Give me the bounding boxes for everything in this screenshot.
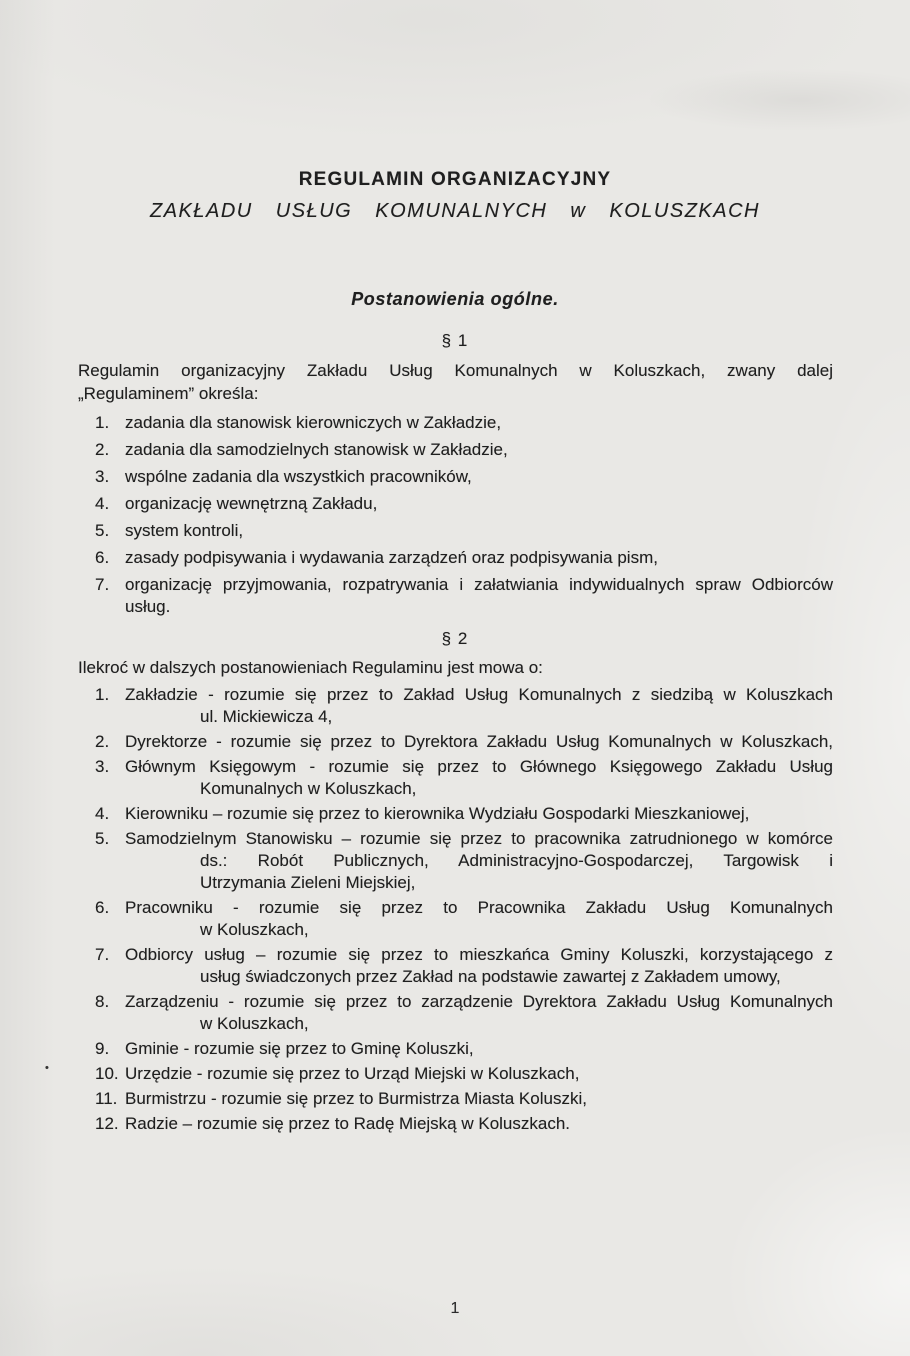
item-number: 9. [95, 1039, 110, 1058]
item-number: 2. [95, 440, 110, 459]
text-line: Burmistrzu - rozumie się przez to Burmistrza Miasta Koluszki, [125, 1089, 587, 1108]
item-number: 12. [95, 1114, 119, 1133]
text-line: w Koluszkach, [200, 920, 309, 939]
list-item [95, 520, 833, 542]
item-number: 3. [95, 757, 110, 776]
text-line: Odbiorcy usług – rozumie się przez to mieszkańca Gminy Koluszki, korzystającego z [125, 945, 833, 964]
paragraph-1-mark: § 1 [441, 331, 469, 350]
paragraph-2-intro [78, 656, 833, 679]
list-item [95, 1113, 833, 1135]
item-number: 6. [95, 898, 110, 917]
text-line: Samodzielnym Stanowisku – rozumie się przez to pracownika zatrudnionego w komórce [125, 829, 833, 848]
list-item [95, 547, 833, 569]
list-item [95, 439, 833, 461]
item-number: 5. [95, 829, 110, 848]
paragraph-2-list [95, 684, 833, 1138]
list-item [95, 731, 833, 753]
item-number: 11. [95, 1089, 118, 1108]
paragraph-2-mark: § 2 [441, 629, 469, 648]
text-line: Komunalnych w Koluszkach, [200, 779, 417, 798]
item-number: 3. [95, 467, 110, 486]
list-item [95, 828, 833, 894]
document-subtitle: ZAKŁADU USŁUG KOMUNALNYCH w KOLUSZKACH [150, 200, 760, 222]
item-number: 4. [95, 494, 110, 513]
list-item [95, 493, 833, 515]
page-number: 1 [450, 1300, 460, 1317]
text-line: wspólne zadania dla wszystkich pracowników, [125, 467, 472, 486]
text-line: Zakładzie - rozumie się przez to Zakład Usług Komunalnych z siedzibą w Koluszkach [125, 685, 833, 704]
document-title: REGULAMIN ORGANIZACYJNY [298, 169, 612, 190]
item-number: 4. [95, 804, 110, 823]
text-line: organizację przyjmowania, rozpatrywania i załatwiania indywidualnych spraw Odbiorców [125, 575, 833, 594]
text-line: Dyrektorze - rozumie się przez to Dyrektora Zakładu Usług Komunalnych w Koluszkach, [125, 732, 833, 751]
list-item [95, 1088, 833, 1110]
item-number: 10. [95, 1064, 119, 1083]
margin-dot-artifact: • [45, 1062, 49, 1074]
text-line: ds.: Robót Publicznych, Administracyjno-Gospodarczej, Targowisk i [200, 851, 833, 870]
item-number: 1. [95, 413, 110, 432]
text-line: usług świadczonych przez Zakład na podstawie zawartej z Zakładem umowy, [200, 967, 781, 986]
text-line: Gminie - rozumie się przez to Gminę Koluszki, [125, 1039, 474, 1058]
section-heading: Postanowienia ogólne. [351, 289, 559, 309]
text-line: system kontroli, [125, 521, 244, 540]
item-number: 7. [95, 945, 110, 964]
text-line: Urzędzie - rozumie się przez to Urząd Miejski w Koluszkach, [125, 1064, 580, 1083]
text-line: Utrzymania Zieleni Miejskiej, [200, 873, 416, 892]
text-line: Pracowniku - rozumie się przez to Pracownika Zakładu Usług Komunalnych [125, 898, 833, 917]
list-item [95, 466, 833, 488]
item-number: 8. [95, 992, 110, 1011]
list-item [95, 991, 833, 1035]
text-line: usług. [125, 597, 171, 616]
list-item [95, 944, 833, 988]
list-item [95, 684, 833, 728]
text-line: Ilekroć w dalszych postanowieniach Regulaminu jest mowa o: [78, 658, 543, 677]
text-line: ul. Mickiewicza 4, [200, 707, 333, 726]
item-number: 5. [95, 521, 110, 540]
text-line: Regulamin organizacyjny Zakładu Usług Komunalnych w Koluszkach, zwany dalej [78, 361, 833, 380]
text-line: Radzie – rozumie się przez to Radę Miejską w Koluszkach. [125, 1114, 571, 1133]
list-item [95, 1038, 833, 1060]
list-item [95, 803, 833, 825]
text-line: organizację wewnętrzną Zakładu, [125, 494, 378, 513]
list-item [95, 574, 833, 618]
item-number: 7. [95, 575, 110, 594]
list-item [95, 1063, 833, 1085]
item-number: 6. [95, 548, 110, 567]
list-item [95, 412, 833, 434]
text-line: zadania dla stanowisk kierowniczych w Zakładzie, [125, 413, 502, 432]
text-line: Zarządzeniu - rozumie się przez to zarządzenie Dyrektora Zakładu Usług Komunalnych [125, 992, 833, 1011]
list-item [95, 756, 833, 800]
text-line: w Koluszkach, [200, 1014, 309, 1033]
text-line: zadania dla samodzielnych stanowisk w Zakładzie, [125, 440, 508, 459]
list-item [95, 897, 833, 941]
paragraph-1-intro [78, 359, 833, 405]
text-line: zasady podpisywania i wydawania zarządzeń oraz podpisywania pism, [125, 548, 658, 567]
text-line: Głównym Księgowym - rozumie się przez to Głównego Księgowego Zakładu Usług [125, 757, 833, 776]
item-number: 2. [95, 732, 110, 751]
text-line: „Regulaminem” określa: [78, 384, 259, 403]
text-line: Kierowniku – rozumie się przez to kierownika Wydziału Gospodarki Mieszkaniowej, [125, 804, 750, 823]
item-number: 1. [95, 685, 110, 704]
paragraph-1-list [95, 412, 833, 623]
